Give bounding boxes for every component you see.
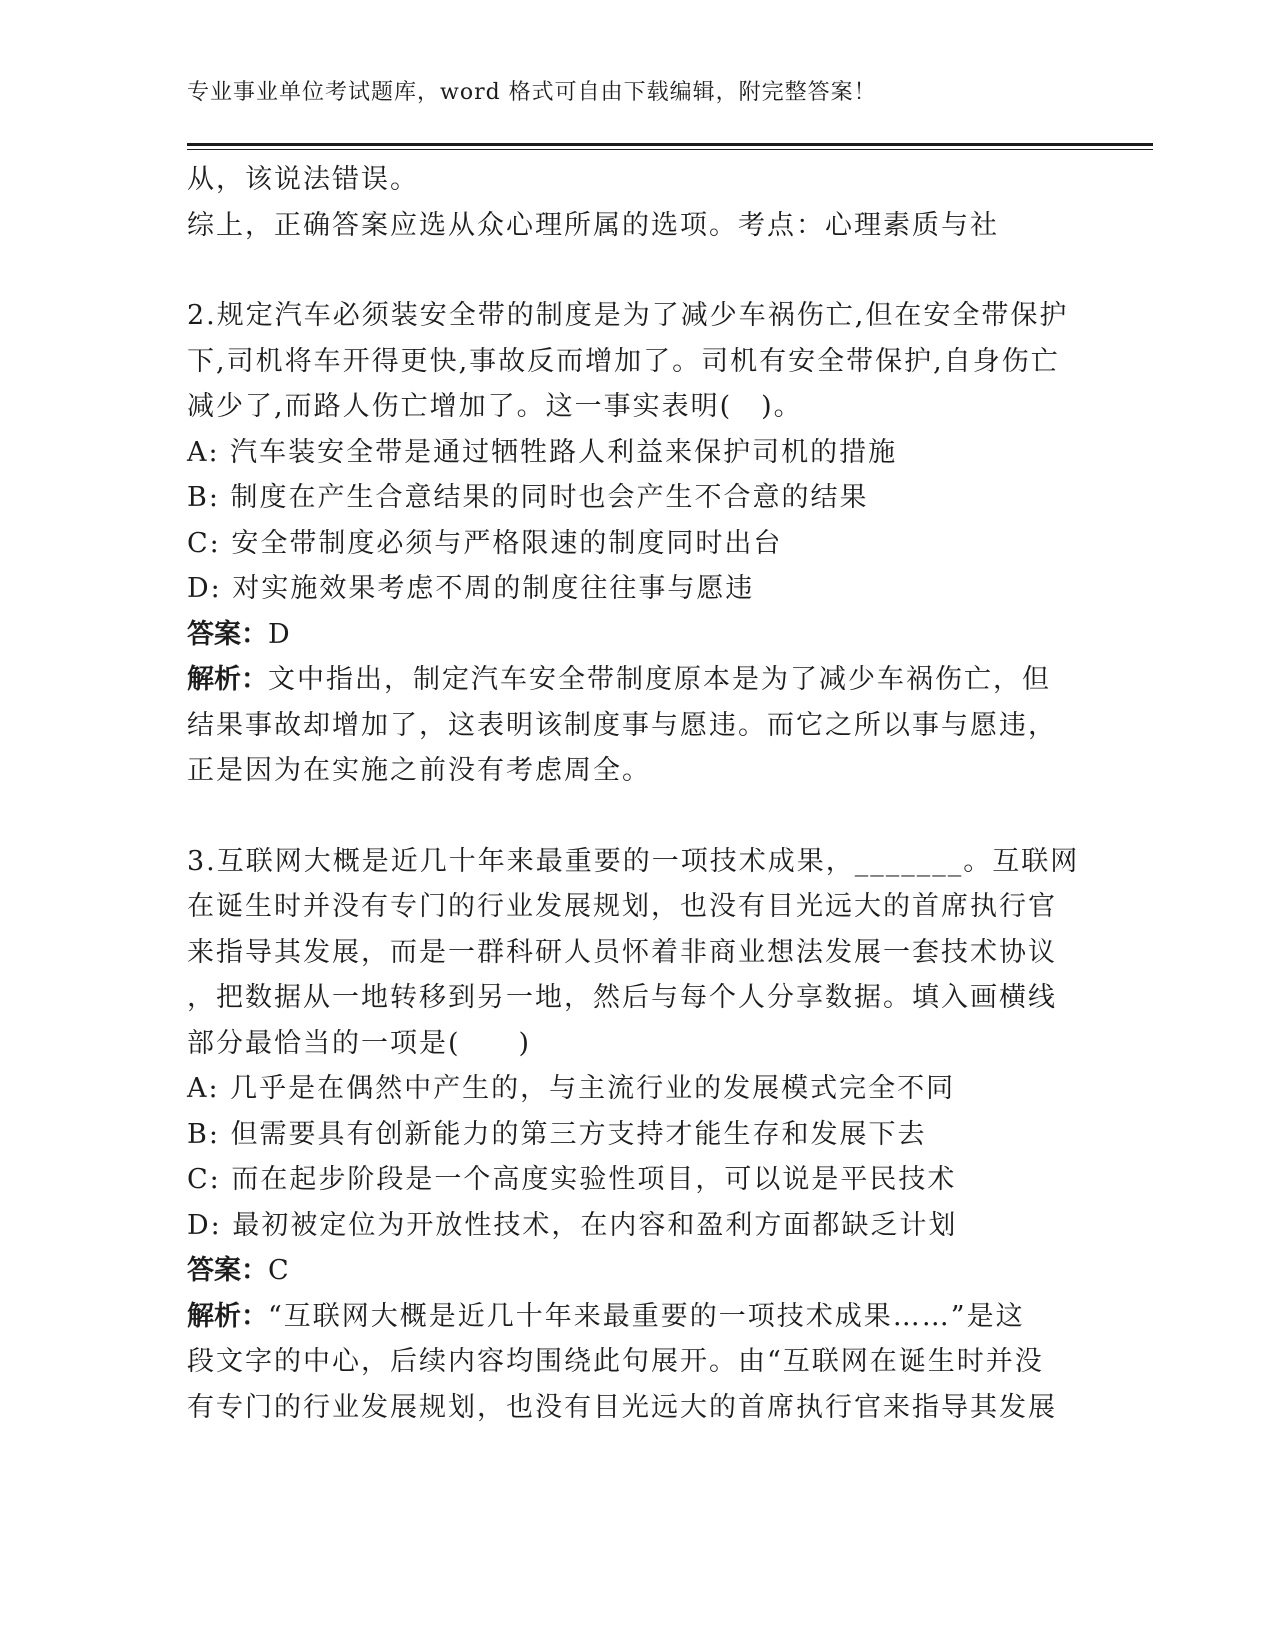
option-c: C: 而在起步阶段是一个高度实验性项目，可以说是平民技术: [187, 1164, 957, 1195]
analysis-label: 解析：: [187, 664, 268, 695]
answer-value: C: [268, 1255, 291, 1286]
option-b: B: 制度在产生合意结果的同时也会产生不合意的结果: [187, 482, 869, 513]
question-3: [187, 839, 1147, 1431]
question-3-line: 部分最恰当的一项是( ): [187, 1027, 532, 1059]
question-3-line: ，把数据从一地转移到另一地，然后与每个人分享数据。填入画横线: [187, 982, 1057, 1013]
header-divider-thin: [187, 149, 1153, 150]
question-3-line: 3.互联网大概是近几十年来最重要的一项技术成果，_______。互联网: [187, 845, 1080, 877]
analysis-label: 解析：: [187, 1300, 268, 1332]
question-3-line: 来指导其发展，而是一群科研人员怀着非商业想法发展一套技术协议: [187, 936, 1057, 968]
analysis-line: 段文字的中心，后续内容均围绕此句展开。由“互联网在诞生时并没: [187, 1346, 1044, 1377]
answer-label: 答案：: [187, 1255, 268, 1286]
option-d: D: 最初被定位为开放性技术，在内容和盈利方面都缺乏计划: [187, 1209, 958, 1241]
page-header: 专业事业单位考试题库，word 格式可自由下载编辑，附完整答案！: [187, 80, 877, 105]
question-2: [187, 293, 1147, 794]
analysis-line: 正是因为在实施之前没有考虑周全。: [187, 755, 651, 786]
question-2-line: 减少了,而路人伤亡增加了。这一事实表明( )。: [187, 391, 803, 422]
question-3-line: 在诞生时并没有专门的行业发展规划，也没有目光远大的首席执行官: [187, 891, 1057, 922]
option-b: B: 但需要具有创新能力的第三方支持才能生存和发展下去: [187, 1118, 927, 1150]
answer-label: 答案：: [187, 618, 268, 650]
analysis-text: “互联网大概是近几十年来最重要的一项技术成果……”是这: [268, 1300, 1025, 1332]
analysis-text: 文中指出，制定汽车安全带制度原本是为了减少车祸伤亡，但: [268, 664, 1051, 695]
analysis-row: [187, 657, 1147, 703]
question-2-line: 下,司机将车开得更快,事故反而增加了。司机有安全带保护,自身伤亡: [187, 345, 1060, 377]
question-2-line: 2.规定汽车必须装安全带的制度是为了减少车祸伤亡,但在安全带保护: [187, 300, 1069, 331]
option-a: A: 汽车装安全带是通过牺牲路人利益来保护司机的措施: [187, 436, 898, 468]
option-d: D: 对实施效果考虑不周的制度往往事与愿违: [187, 573, 755, 604]
answer-value: D: [268, 618, 292, 650]
option-c: C: 安全带制度必须与严格限速的制度同时出台: [187, 527, 783, 559]
intro-line: 从，该说法错误。: [187, 164, 419, 195]
analysis-line: 有专门的行业发展规划，也没有目光远大的首席执行官来指导其发展: [187, 1391, 1057, 1423]
answer-row: [187, 1248, 1147, 1294]
analysis-row: [187, 1294, 1147, 1340]
answer-row: [187, 612, 1147, 658]
intro-line: 综上，正确答案应选从众心理所属的选项。考点：心理素质与社: [187, 209, 999, 241]
header-divider-thick: [187, 143, 1153, 146]
analysis-line: 结果事故却增加了，这表明该制度事与愿违。而它之所以事与愿违，: [187, 709, 1057, 741]
section-gap: [187, 794, 1147, 839]
document-body: [187, 157, 1147, 1430]
section-gap: [187, 248, 1147, 293]
intro-section: [187, 157, 1147, 248]
option-a: A: 几乎是在偶然中产生的，与主流行业的发展模式完全不同: [187, 1073, 956, 1104]
